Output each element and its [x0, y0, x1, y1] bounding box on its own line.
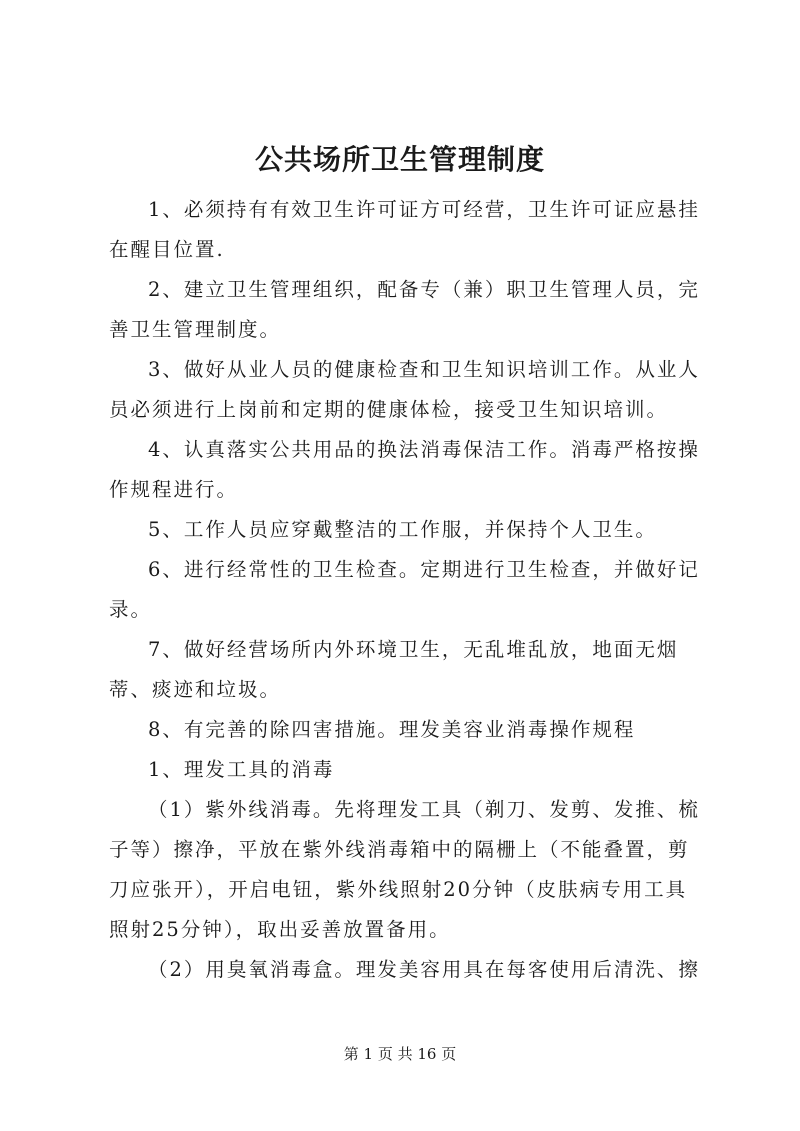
paragraph-8: 8、有完善的除四害措施。理发美容业消毒操作规程 — [148, 718, 636, 741]
paragraph-4: 4、认真落实公共用品的换法消毒保洁工作。消毒严格按操作规程进行。 — [109, 438, 700, 501]
paragraph-5: 5、工作人员应穿戴整洁的工作服，并保持个人卫生。 — [148, 518, 657, 541]
paragraph-1: 1、必须持有有效卫生许可证方可经营，卫生许可证应悬挂在醒目位置. — [109, 198, 700, 261]
paragraph-6: 6、进行经常性的卫生检查。定期进行卫生检查，并做好记录。 — [109, 558, 700, 621]
paragraph-ozone-disinfection: （2）用臭氧消毒盒。理发美容用具在每客使用后清洗、擦 — [148, 958, 700, 981]
paragraph-3: 3、做好从业人员的健康检查和卫生知识培训工作。从业人员必须进行上岗前和定期的健康体检，接受卫生知识培训。 — [109, 358, 700, 421]
section-heading-tools: 1、理发工具的消毒 — [148, 758, 335, 781]
document-title: 公共场所卫生管理制度 — [254, 143, 545, 176]
document-body — [109, 190, 705, 990]
paragraph-7: 7、做好经营场所内外环境卫生，无乱堆乱放，地面无烟蒂、痰迹和垃圾。 — [109, 638, 679, 701]
paragraph-2: 2、建立卫生管理组织，配备专（兼）职卫生管理人员，完善卫生管理制度。 — [109, 278, 700, 341]
paragraph-uv-disinfection: （1）紫外线消毒。先将理发工具（剃刀、发剪、发推、梳子等）擦净，平放在紫外线消毒箱中的隔栅上（不能叠置，剪刀应张开），开启电钮，紫外线照射20分钟（皮肤病专用工具照射25分钟），取出妥善放置备用。 — [109, 798, 700, 941]
page-number-footer: 第 1 页 共 16 页 — [343, 1045, 457, 1063]
